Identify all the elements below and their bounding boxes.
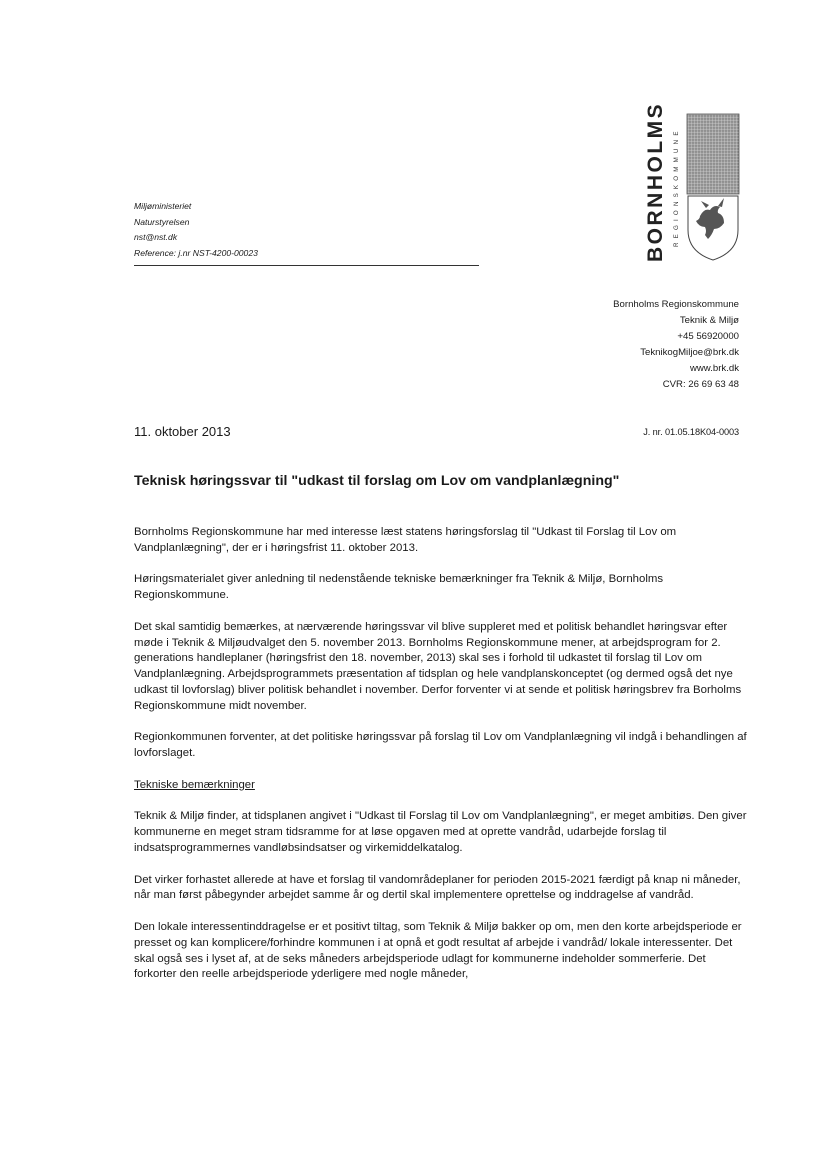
logo-name: BORNHOLMS [644,101,667,262]
recipient-line: Naturstyrelsen [134,216,190,227]
body-paragraph: Bornholms Regionskommune har med interesse læst statens høringsforslag til "Udkast til Forslag til Lov om Vandplanlægning", der er i høringsfrist 11. oktober 2013. [134,526,677,554]
body-paragraph: Teknik & Miljø finder, at tidsplanen angivet i "Udkast til Forslag til Lov om Vandplanlægning", er meget ambitiøs. Den giver kommunerne en meget stram tidsramme for at løse opgaven med at oprette vandråd, udarbejde forslag til indsatsprogrammernes vandløbsindsatser og virkemiddelkatalog. [134,810,747,854]
sender-cvr: CVR: 26 69 63 48 [662,378,739,390]
section-heading: Tekniske bemærkninger [134,778,255,791]
body-paragraph: Det skal samtidig bemærkes, at nærværende høringssvar vil blive suppleret med et politisk behandlet høringsvar efter møde i Teknik & Miljøudvalget den 5. november 2013. Bornholms Regionskommune mener, at arbejdsprogram for 2. generations handleplaner (høringsfrist den 18. november, 2013) skal ses i forhold til udkastet til forslag til Lov om Vandplanlægning. Arbejdsprogrammets præsentation af tidsplan og hele vandplanskonceptet (og dermed også det nye udkast til lovforslag) bliver politisk behandlet i november. Derfor forventer vi at sende et politisk høringsbrev fra Borholms Regionskommune midt november. [134,620,742,712]
griffin-crest-icon [686,112,740,262]
journal-number: J. nr. 01.05.18K04-0003 [643,427,739,437]
sender-address [613,297,739,392]
recipient-line: Miljøministeriet [134,201,192,211]
letter-title: Teknisk høringssvar til "udkast til forslag om Lov om vandplanlægning" [134,473,620,489]
body-paragraph: Regionkommunen forventer, at det politiske høringssvar på forslag til Lov om Vandplanlægning vil indgå i behandlingen af lovforslaget. [134,731,747,760]
sender-website: www.brk.dk [689,362,739,374]
sender-org: Bornholms Regionskommune [613,299,739,310]
body-paragraph: Høringsmaterialet giver anledning til nedenstående tekniske bemærkninger fra Teknik & Miljø, Bornholms Regionskommune. [134,573,664,602]
recipient-reference: Reference: j.nr NST-4200-00023 [134,247,258,258]
recipient-line: nst@nst.dk [134,232,178,242]
recipient-address [134,199,479,266]
body-paragraph: Det virker forhastet allerede at have et forslag til vandområdeplaner for perioden 2015-2021 færdigt på knap ni måneder, når man først påbegynder arbejdet samme år og dertil skal implementere oprettelse og inddragelse af vandråd. [134,873,741,902]
sender-department: Teknik & Miljø [679,314,739,326]
letter-date: 11. oktober 2013 [134,424,231,439]
logo-subtitle: REGIONSKOMMUNE [673,127,680,247]
sender-phone: +45 56920000 [677,330,739,342]
letter-body [134,525,750,999]
body-paragraph: Den lokale interessentinddragelse er et positivt tiltag, som Teknik & Miljø bakker op om, men den korte arbejdsperiode er presset og kan komplicere/forhindre kommunen i at opnå et godt resultat af arbejde i vandråd/ lokale interessenter. Det skal også ses i lyset af, at de seks måneders arbejdsperiode udlagt for kommunerne indeholder sommerferie. Det forkorter den reelle arbejdsperiode yderligere med nogle måneder, [134,920,742,981]
sender-email: TeknikogMiljoe@brk.dk [640,346,739,358]
